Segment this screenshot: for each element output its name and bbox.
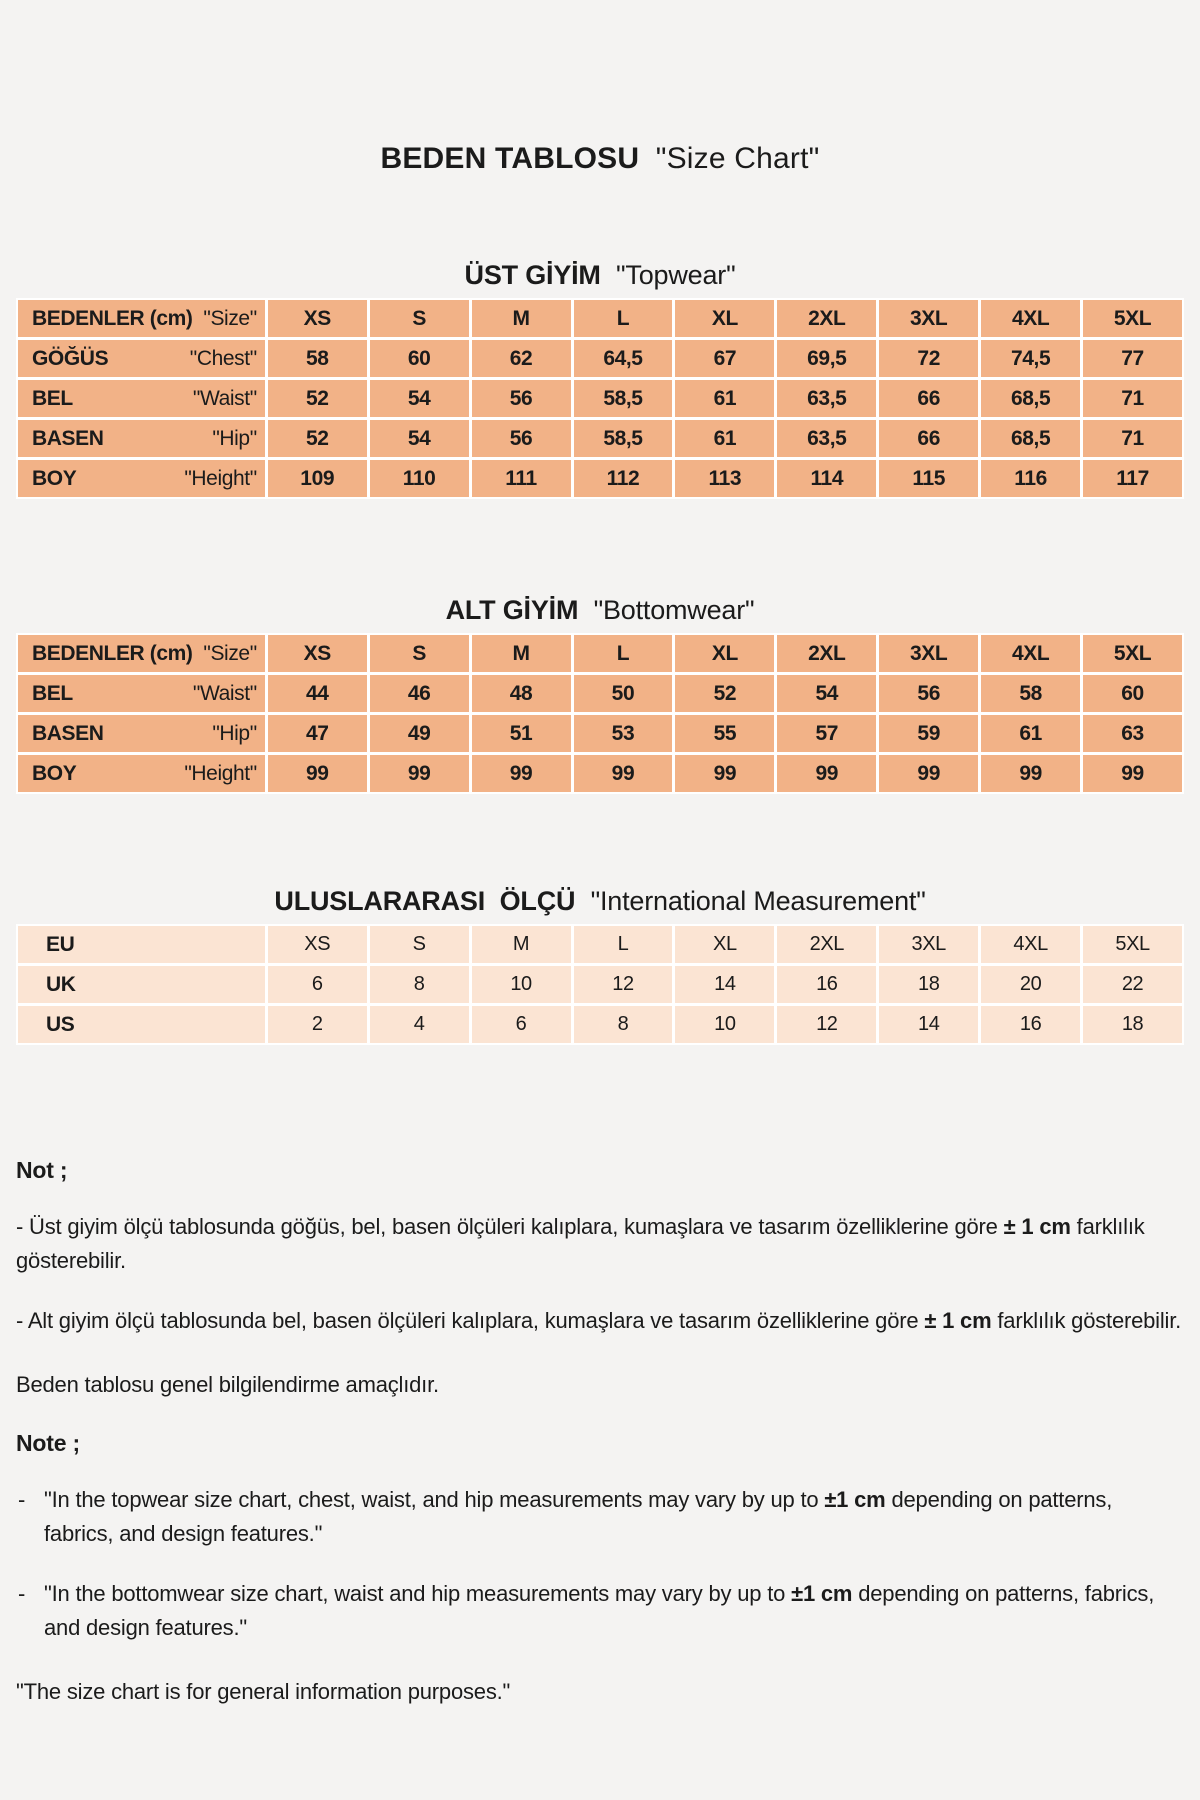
value-cell: 52: [675, 675, 774, 712]
value-cell: 60: [1083, 675, 1182, 712]
value-cell: 58: [981, 675, 1080, 712]
note-tr-bottomwear-text: - Alt giyim ölçü tablosunda bel, basen ölçüleri kalıplara, kumaşlara ve tasarım özelliklerine göre: [16, 1308, 925, 1333]
value-cell: 99: [472, 755, 571, 792]
size-header-cell: XS: [268, 635, 367, 672]
value-cell: 51: [472, 715, 571, 752]
size-header-cell: L: [574, 300, 673, 337]
size-header-cell: 2XL: [777, 635, 876, 672]
row-label-cell: [18, 300, 265, 337]
value-cell: 71: [1083, 420, 1182, 457]
size-header-cell: 4XL: [981, 300, 1080, 337]
size-header-cell: 2XL: [777, 926, 876, 963]
row-label-cell: [18, 1006, 265, 1043]
size-header-cell: 5XL: [1083, 300, 1182, 337]
value-cell: 16: [777, 966, 876, 1003]
note-tr-bottomwear-tail: farklılık gösterebilir.: [991, 1308, 1182, 1333]
row-label-cell: [18, 715, 265, 752]
value-cell: 66: [879, 420, 978, 457]
table-row: [18, 1006, 1182, 1043]
value-cell: 50: [574, 675, 673, 712]
note-tr-bottomwear-tolerance: ± 1 cm: [924, 1308, 992, 1333]
value-cell: 115: [879, 460, 978, 497]
value-cell: 67: [675, 340, 774, 377]
international-section-title: [16, 886, 1184, 917]
value-cell: 109: [268, 460, 367, 497]
value-cell: 54: [370, 380, 469, 417]
value-cell: 12: [777, 1006, 876, 1043]
value-cell: 53: [574, 715, 673, 752]
international-section: [16, 886, 1184, 1045]
row-label-cell: [18, 926, 265, 963]
row-label-cell: [18, 460, 265, 497]
value-cell: 116: [981, 460, 1080, 497]
note-tr-topwear-tolerance: ± 1 cm: [1003, 1214, 1071, 1239]
table-row: [18, 715, 1182, 752]
dash-marker: -: [18, 1581, 26, 1606]
value-cell: 20: [981, 966, 1080, 1003]
size-header-cell: L: [574, 635, 673, 672]
note-en-bottomwear: [16, 1577, 1184, 1645]
value-cell: 61: [675, 420, 774, 457]
value-cell: 58: [268, 340, 367, 377]
notes-en-footer: "The size chart is for general information purposes.": [16, 1679, 511, 1704]
international-title-turkish: ULUSLARARASI ÖLÇÜ: [274, 886, 576, 916]
value-cell: 63: [1083, 715, 1182, 752]
table-row: [18, 380, 1182, 417]
bottomwear-table: [16, 633, 1184, 794]
value-cell: 111: [472, 460, 571, 497]
value-cell: 2: [268, 1006, 367, 1043]
size-header-cell: 3XL: [879, 635, 978, 672]
value-cell: 46: [370, 675, 469, 712]
bottomwear-section: [16, 595, 1184, 794]
value-cell: 77: [1083, 340, 1182, 377]
row-label-english: "Chest": [189, 346, 257, 370]
value-cell: 64,5: [574, 340, 673, 377]
value-cell: 99: [1083, 755, 1182, 792]
value-cell: 71: [1083, 380, 1182, 417]
value-cell: 55: [675, 715, 774, 752]
row-label-turkish: BEL: [32, 681, 73, 705]
row-label-cell: [18, 755, 265, 792]
table-row: [18, 675, 1182, 712]
table-header-row: [18, 635, 1182, 672]
row-label-english: "Height": [184, 466, 257, 490]
table-header-row: [18, 926, 1182, 963]
note-en-topwear-body: [44, 1483, 1184, 1551]
topwear-section: [16, 260, 1184, 499]
value-cell: 68,5: [981, 420, 1080, 457]
row-label-cell: [18, 635, 265, 672]
bottomwear-title-turkish: ALT GİYİM: [445, 595, 579, 625]
value-cell: 117: [1083, 460, 1182, 497]
international-title-english: "International Measurement": [590, 886, 926, 916]
table-header-row: [18, 300, 1182, 337]
value-cell: 49: [370, 715, 469, 752]
value-cell: 8: [370, 966, 469, 1003]
value-cell: 112: [574, 460, 673, 497]
note-en-bottomwear-tolerance: ±1 cm: [791, 1581, 853, 1606]
note-en-bottomwear-tail: depending on patterns, fabrics, and design features.": [44, 1581, 1155, 1640]
row-label-english: "Hip": [212, 721, 257, 745]
value-cell: 57: [777, 715, 876, 752]
note-en-topwear-tail: depending on patterns, fabrics, and design features.": [44, 1487, 1113, 1546]
value-cell: 74,5: [981, 340, 1080, 377]
value-cell: 68,5: [981, 380, 1080, 417]
size-header-cell: 3XL: [879, 300, 978, 337]
value-cell: 99: [574, 755, 673, 792]
row-label-turkish: BASEN: [32, 426, 104, 450]
value-cell: 61: [675, 380, 774, 417]
row-label-cell: [18, 340, 265, 377]
topwear-table: [16, 298, 1184, 499]
row-label-turkish: BASEN: [32, 721, 104, 745]
row-label-turkish: BOY: [32, 761, 77, 785]
row-label-turkish: GÖĞÜS: [32, 346, 109, 370]
value-cell: 54: [777, 675, 876, 712]
value-cell: 14: [879, 1006, 978, 1043]
row-label-turkish: US: [46, 1012, 75, 1036]
value-cell: 52: [268, 380, 367, 417]
row-label-turkish: BEDENLER (cm): [32, 641, 193, 665]
size-header-cell: M: [472, 926, 571, 963]
size-header-cell: 5XL: [1083, 635, 1182, 672]
international-table: [16, 924, 1184, 1045]
note-en-topwear-tolerance: ±1 cm: [824, 1487, 886, 1512]
value-cell: 59: [879, 715, 978, 752]
size-header-cell: 2XL: [777, 300, 876, 337]
note-en-bottomwear-text: "In the bottomwear size chart, waist and hip measurements may vary by up to: [44, 1581, 792, 1606]
value-cell: 110: [370, 460, 469, 497]
page-title-turkish: BEDEN TABLOSU: [380, 142, 640, 175]
row-label-cell: [18, 675, 265, 712]
row-label-turkish: UK: [46, 972, 76, 996]
row-label-turkish: EU: [46, 932, 75, 956]
value-cell: 58,5: [574, 380, 673, 417]
bottomwear-title-english: "Bottomwear": [593, 595, 755, 625]
value-cell: 99: [268, 755, 367, 792]
value-cell: 8: [574, 1006, 673, 1043]
value-cell: 60: [370, 340, 469, 377]
value-cell: 99: [675, 755, 774, 792]
value-cell: 54: [370, 420, 469, 457]
value-cell: 69,5: [777, 340, 876, 377]
value-cell: 113: [675, 460, 774, 497]
size-header-cell: S: [370, 300, 469, 337]
size-header-cell: XL: [675, 300, 774, 337]
note-en-topwear: [16, 1483, 1184, 1551]
value-cell: 99: [370, 755, 469, 792]
notes-en-heading: Note ;: [16, 1430, 80, 1456]
table-row: [18, 966, 1182, 1003]
size-header-cell: 4XL: [981, 926, 1080, 963]
row-label-english: "Size": [203, 641, 257, 665]
notes-tr-heading: Not ;: [16, 1157, 68, 1183]
value-cell: 63,5: [777, 380, 876, 417]
value-cell: 48: [472, 675, 571, 712]
value-cell: 72: [879, 340, 978, 377]
value-cell: 66: [879, 380, 978, 417]
value-cell: 99: [879, 755, 978, 792]
page-title: [16, 142, 1184, 176]
bottomwear-section-title: [16, 595, 1184, 626]
size-header-cell: XL: [675, 635, 774, 672]
value-cell: 58,5: [574, 420, 673, 457]
value-cell: 10: [472, 966, 571, 1003]
value-cell: 16: [981, 1006, 1080, 1043]
value-cell: 12: [574, 966, 673, 1003]
value-cell: 6: [268, 966, 367, 1003]
table-row: [18, 755, 1182, 792]
table-row: [18, 420, 1182, 457]
size-header-cell: XS: [268, 926, 367, 963]
value-cell: 18: [879, 966, 978, 1003]
size-header-cell: S: [370, 926, 469, 963]
value-cell: 99: [777, 755, 876, 792]
value-cell: 14: [675, 966, 774, 1003]
value-cell: 47: [268, 715, 367, 752]
value-cell: 114: [777, 460, 876, 497]
row-label-cell: [18, 966, 265, 1003]
row-label-english: "Size": [203, 306, 257, 330]
size-header-cell: M: [472, 635, 571, 672]
size-header-cell: S: [370, 635, 469, 672]
value-cell: 18: [1083, 1006, 1182, 1043]
row-label-english: "Waist": [192, 386, 257, 410]
value-cell: 62: [472, 340, 571, 377]
row-label-cell: [18, 420, 265, 457]
value-cell: 52: [268, 420, 367, 457]
value-cell: 4: [370, 1006, 469, 1043]
note-tr-topwear-text: - Üst giyim ölçü tablosunda göğüs, bel, basen ölçüleri kalıplara, kumaşlara ve tasarım özelliklerine göre: [16, 1214, 1004, 1239]
value-cell: 99: [981, 755, 1080, 792]
value-cell: 10: [675, 1006, 774, 1043]
topwear-section-title: [16, 260, 1184, 291]
table-row: [18, 460, 1182, 497]
row-label-english: "Hip": [212, 426, 257, 450]
note-en-bottomwear-body: [44, 1577, 1184, 1645]
notes-block: [16, 1157, 1184, 1709]
row-label-english: "Waist": [192, 681, 257, 705]
value-cell: 6: [472, 1006, 571, 1043]
size-header-cell: XS: [268, 300, 367, 337]
table-row: [18, 340, 1182, 377]
value-cell: 44: [268, 675, 367, 712]
value-cell: 63,5: [777, 420, 876, 457]
size-header-cell: 5XL: [1083, 926, 1182, 963]
page-title-english: "Size Chart": [655, 142, 820, 175]
value-cell: 56: [879, 675, 978, 712]
row-label-turkish: BOY: [32, 466, 77, 490]
value-cell: 22: [1083, 966, 1182, 1003]
topwear-title-english: "Topwear": [616, 260, 736, 290]
note-tr-topwear-tail: farklılık gösterebilir.: [16, 1214, 1145, 1273]
notes-tr-footer: Beden tablosu genel bilgilendirme amaçlıdır.: [16, 1372, 439, 1397]
size-header-cell: 4XL: [981, 635, 1080, 672]
note-tr-bottomwear: [16, 1304, 1184, 1338]
row-label-turkish: BEDENLER (cm): [32, 306, 193, 330]
value-cell: 61: [981, 715, 1080, 752]
dash-marker: -: [18, 1487, 26, 1512]
value-cell: 56: [472, 380, 571, 417]
size-header-cell: 3XL: [879, 926, 978, 963]
note-en-topwear-text: "In the topwear size chart, chest, waist, and hip measurements may vary by up to: [44, 1487, 825, 1512]
note-tr-topwear: [16, 1210, 1184, 1278]
row-label-cell: [18, 380, 265, 417]
size-header-cell: L: [574, 926, 673, 963]
topwear-title-turkish: ÜST GİYİM: [464, 260, 601, 290]
row-label-english: "Height": [184, 761, 257, 785]
value-cell: 56: [472, 420, 571, 457]
size-header-cell: XL: [675, 926, 774, 963]
size-header-cell: M: [472, 300, 571, 337]
row-label-turkish: BEL: [32, 386, 73, 410]
